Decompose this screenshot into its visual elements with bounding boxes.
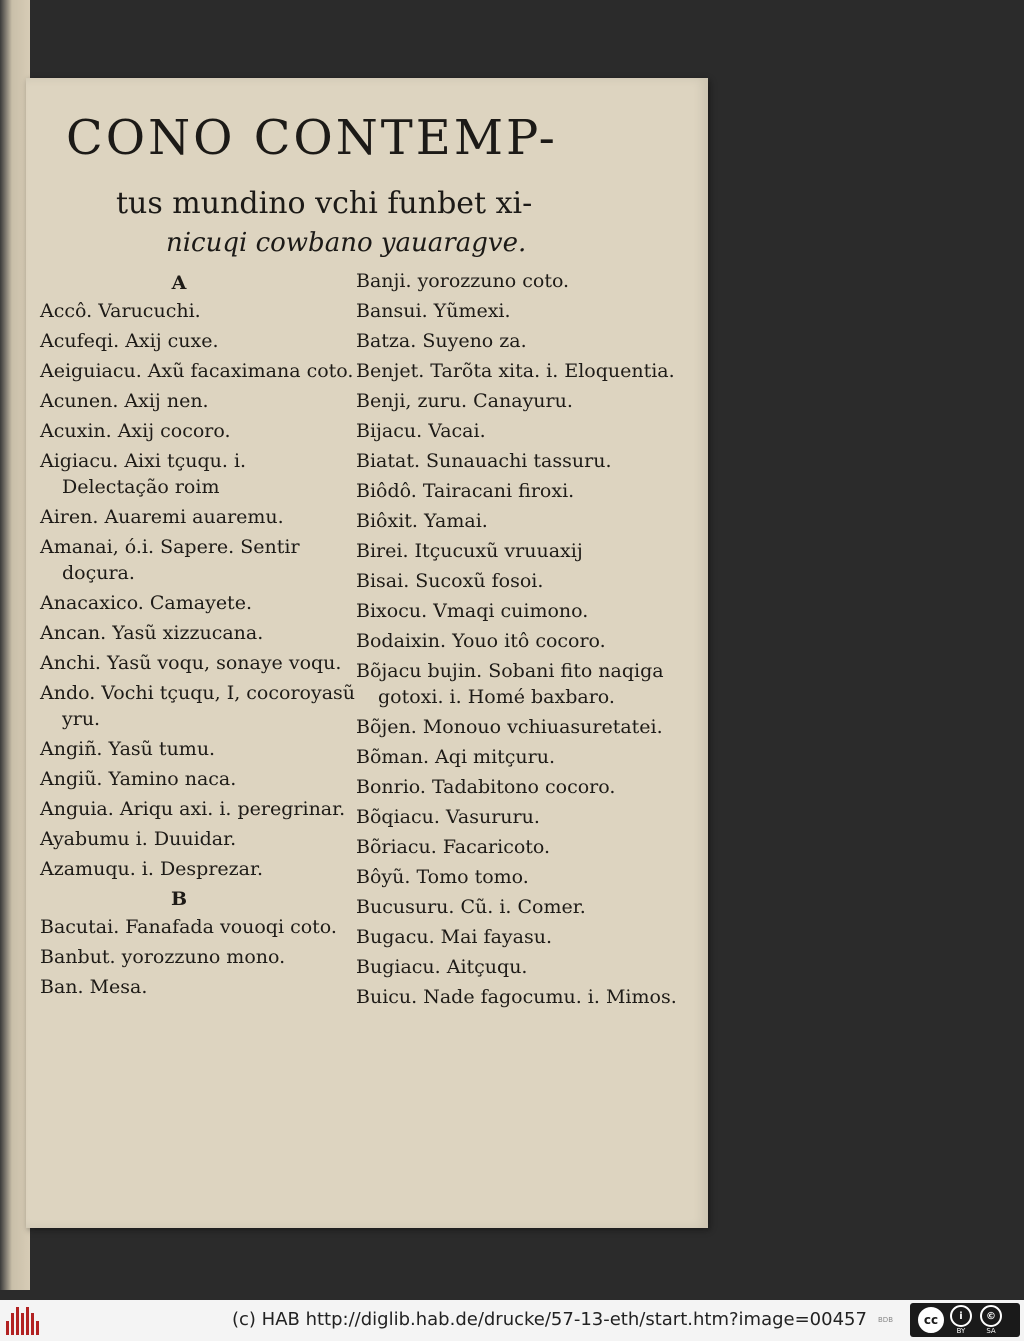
glossary-entry: Bisai. Sucoxũ fosoi. — [356, 570, 544, 592]
glossary-entry: Bõjacu bujin. Sobani fito naqiga gotoxi. i. Homé baxbaro. — [356, 660, 664, 708]
glossary-entry: Batza. Suyeno za. — [356, 330, 527, 352]
attribution-icon: i — [950, 1305, 972, 1327]
glossary-entry: Amanai, ó.i. Sapere. Sentir doçura. — [40, 536, 300, 584]
copyright-url[interactable]: (c) HAB http://diglib.hab.de/drucke/57-13-eth/start.htm?image=00457 — [232, 1309, 867, 1330]
glossary-entry: Biôdô. Tairacani firoxi. — [356, 480, 575, 502]
glossary-entry: Ando. Vochi tçuqu, I, cocoroyasũ yru. — [40, 682, 356, 730]
glossary-entry: Bõjen. Monouo vchiuasuretatei. — [356, 716, 663, 738]
glossary-entry: Bacutai. Fanafada vouoqi coto. — [40, 916, 337, 938]
title-line-3: nicuqi cowbano yauaragve. — [166, 228, 527, 258]
glossary-entry: Acuxin. Axij cocoro. — [40, 420, 231, 442]
glossary-entry: Bõriacu. Facaricoto. — [356, 836, 551, 858]
glossary-entry: Buicu. Nade fagocumu. i. Mimos. — [356, 986, 677, 1008]
glossary-entry: Bugacu. Mai fayasu. — [356, 926, 552, 948]
glossary-entry: Bõman. Aqi mitçuru. — [356, 746, 556, 768]
glossary-entry: Bôyũ. Tomo tomo. — [356, 866, 529, 888]
glossary-entry: Bõqiacu. Vasururu. — [356, 806, 540, 828]
glossary-entry: Ancan. Yasũ xizzucana. — [40, 622, 264, 644]
glossary-entry: Bucusuru. Cũ. i. Comer. — [356, 896, 586, 918]
glossary-entry: Bijacu. Vacai. — [356, 420, 486, 442]
glossary-entry: Airen. Auaremi auaremu. — [40, 506, 284, 528]
glossary-entry: Anchi. Yasũ voqu, sonaye voqu. — [40, 652, 342, 674]
glossary-entry: Bodaixin. Youo itô cocoro. — [356, 630, 606, 652]
glossary-entry: Bansui. Yũmexi. — [356, 300, 511, 322]
glossary-entry: Anguia. Ariqu axi. i. peregrinar. — [40, 798, 346, 820]
glossary-entry: Aigiacu. Aixi tçuqu. i. Delectação roim — [40, 450, 247, 498]
glossary-entry: Bugiacu. Aitçuqu. — [356, 956, 528, 978]
glossary-entry: Aeiguiacu. Axũ facaximana coto. — [40, 360, 354, 382]
section-letter: A — [171, 272, 187, 294]
glossary-entry: Bonrio. Tadabitono cocoro. — [356, 776, 616, 798]
glossary-entry: Acufeqi. Axij cuxe. — [40, 330, 219, 352]
glossary-entry: Banji. yorozzuno coto. — [356, 270, 570, 292]
share-alike-icon: © — [980, 1305, 1002, 1327]
glossary-entry: Azamuqu. i. Desprezar. — [40, 858, 264, 880]
by-label: BY — [956, 1327, 966, 1335]
right-column — [356, 268, 696, 1014]
glossary-entry: Ayabumu i. Duuidar. — [40, 828, 237, 850]
glossary-entry: Ban. Mesa. — [40, 976, 148, 998]
glossary-entry: Angiñ. Yasũ tumu. — [40, 738, 216, 760]
small-mark: BDB — [878, 1316, 893, 1324]
glossary-entry: Biôxit. Yamai. — [356, 510, 488, 532]
hab-logo-icon — [6, 1305, 40, 1335]
glossary-entry: Benji, zuru. Canayuru. — [356, 390, 573, 412]
title-line-1: CONO CONTEMP- — [66, 110, 558, 166]
book-page — [26, 78, 708, 1228]
left-column — [40, 268, 358, 1004]
glossary-entry: Birei. Itçucuxũ vruuaxij — [356, 540, 583, 562]
title-line-2: tus mundino vchi funbet xi- — [116, 186, 533, 221]
glossary-entry: Anacaxico. Camayete. — [40, 592, 252, 614]
cc-icon: cc — [916, 1305, 946, 1335]
glossary-entry: Angiũ. Yamino naca. — [40, 768, 237, 790]
glossary-entry: Bixocu. Vmaqi cuimono. — [356, 600, 589, 622]
cc-license-badge[interactable] — [910, 1303, 1020, 1337]
footer-bar — [0, 1300, 1024, 1341]
glossary-entry: Biatat. Sunauachi tassuru. — [356, 450, 612, 472]
glossary-entry: Banbut. yorozzuno mono. — [40, 946, 286, 968]
glossary-entry: Benjet. Tarõta xita. i. Eloquentia. — [356, 360, 675, 382]
glossary-entry: Acunen. Axij nen. — [40, 390, 209, 412]
sa-label: SA — [986, 1327, 996, 1335]
glossary-entry: Accô. Varucuchi. — [40, 300, 201, 322]
section-letter: B — [170, 888, 188, 910]
